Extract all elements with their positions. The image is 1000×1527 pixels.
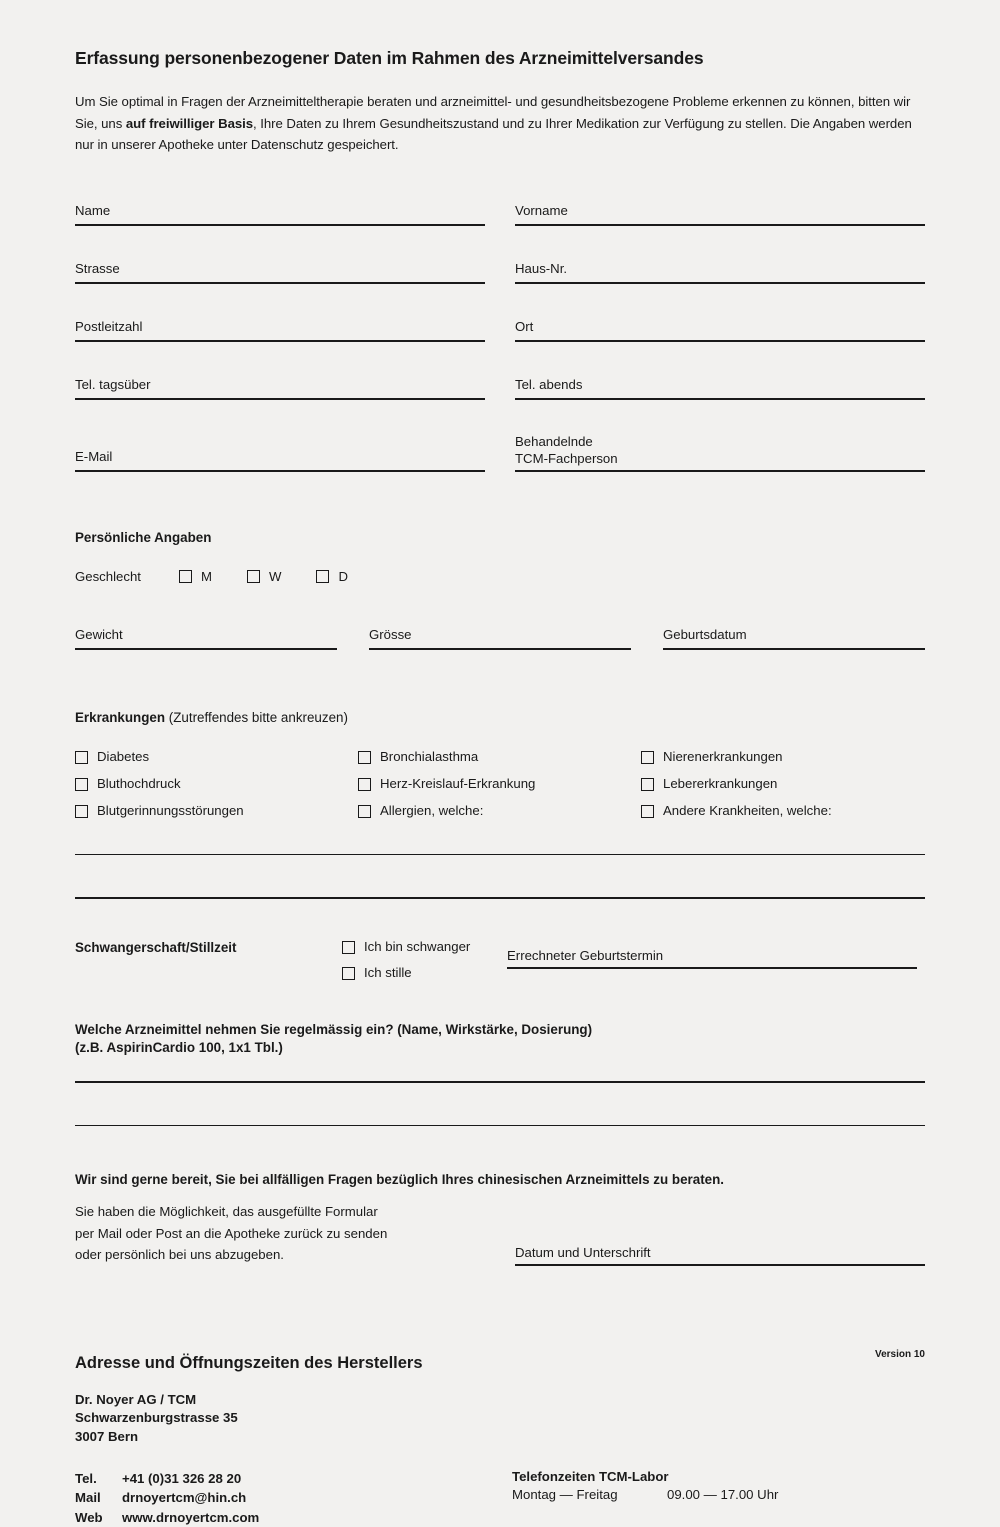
page-title: Erfassung personenbezogener Daten im Rahmen des Arzneimittelversandes — [75, 48, 704, 68]
field-datum-unterschrift-label: Datum und Unterschrift — [515, 1244, 651, 1260]
checkbox-bronchialasthma-label: Bronchialasthma — [380, 748, 479, 764]
diseases-column-2 — [358, 749, 641, 830]
phone-hours-days: Montag — Freitag — [512, 1486, 618, 1502]
field-strasse[interactable] — [75, 248, 485, 284]
field-row-plz — [75, 306, 925, 342]
intro-text-part2: , Ihre Daten zu Ihrem Gesundheitszustand und zu Ihrer Medikation zur Verfügung zu stellen. Die Angaben werden nur in unserer Apotheke unter Datenschutz gespeichert. — [75, 115, 912, 153]
field-gewicht-rule — [75, 648, 337, 650]
checkbox-andere-krankheiten-label: Andere Krankheiten, welche: — [663, 802, 832, 818]
checkbox-diabetes-label: Diabetes — [97, 748, 150, 764]
field-groesse[interactable] — [369, 614, 631, 650]
checkbox-nierenerkrankungen[interactable] — [641, 749, 924, 764]
contact-web — [75, 1508, 512, 1527]
field-ort[interactable] — [515, 306, 925, 342]
checkbox-herz-kreislauf-label: Herz-Kreislauf-Erkrankung — [380, 775, 536, 791]
field-ort-label: Ort — [515, 319, 534, 335]
intro-text-part1: Um Sie optimal in Fragen der Arzneimitteltherapie beraten und arzneimittel- und gesundheitsbezogene Probleme erkennen zu können, bitten wir Sie, uns — [75, 94, 911, 131]
checkbox-icon[interactable] — [316, 570, 329, 583]
field-gewicht-label: Gewicht — [75, 627, 123, 643]
checkbox-icon[interactable] — [358, 751, 371, 764]
address-block — [75, 1391, 925, 1447]
medication-example-text: (z.B. AspirinCardio 100, 1x1 Tbl.) — [75, 1040, 283, 1056]
checkbox-icon[interactable] — [342, 967, 355, 980]
field-email-rule — [75, 470, 485, 472]
field-strasse-rule — [75, 282, 485, 284]
field-tcm-fachperson-label — [515, 434, 618, 467]
field-row-name — [75, 190, 925, 226]
address-line-1: Dr. Noyer AG / TCM — [75, 1391, 197, 1407]
field-geburtsdatum-label: Geburtsdatum — [663, 627, 747, 643]
gender-label: Geschlecht — [75, 568, 141, 584]
checkbox-lebererkrankungen-label: Lebererkrankungen — [663, 775, 778, 791]
phone-hours-time: 09.00 — 17.00 Uhr — [667, 1486, 779, 1502]
field-vorname-rule — [515, 224, 925, 226]
field-email-label: E-Mail — [75, 449, 113, 465]
checkbox-icon[interactable] — [342, 941, 355, 954]
pregnancy-heading: Schwangerschaft/Stillzeit — [75, 939, 237, 955]
gender-option-w-label: W — [269, 568, 282, 584]
field-ort-rule — [515, 340, 925, 342]
field-email[interactable] — [75, 422, 485, 472]
checkbox-diabetes[interactable] — [75, 749, 358, 764]
field-name[interactable] — [75, 190, 485, 226]
checkbox-icon[interactable] — [179, 570, 192, 583]
section-heading-personal: Persönliche Angaben — [75, 529, 212, 545]
field-postleitzahl[interactable] — [75, 306, 485, 342]
diseases-write-in-line-2[interactable] — [75, 897, 925, 899]
contact-mail-key: Mail — [75, 1490, 101, 1506]
field-tel-tagsueber[interactable] — [75, 364, 485, 400]
checkbox-icon[interactable] — [75, 805, 88, 818]
checkbox-icon[interactable] — [641, 778, 654, 791]
checkbox-icon[interactable] — [358, 805, 371, 818]
phone-hours-line — [512, 1487, 778, 1502]
spacer — [75, 494, 925, 530]
field-name-label: Name — [75, 203, 111, 219]
pregnancy-row — [75, 939, 925, 991]
diseases-heading-bold: Erkrankungen — [75, 709, 166, 725]
field-datum-unterschrift-rule — [515, 1264, 925, 1266]
field-errechneter-geburtstermin[interactable] — [507, 939, 917, 969]
field-errechneter-geburtstermin-rule — [507, 967, 917, 969]
checkbox-blutgerinnungsstoerungen-label: Blutgerinnungsstörungen — [97, 802, 244, 818]
closing-bold-note: Wir sind gerne bereit, Sie bei allfälligen Fragen bezüglich Ihres chinesischen Arzneimittels zu beraten. — [75, 1172, 724, 1188]
field-geburtsdatum-rule — [663, 648, 925, 650]
contact-web-value[interactable]: www.drnoyertcm.com — [122, 1509, 260, 1525]
checkbox-ich-stille-label: Ich stille — [364, 964, 412, 980]
gender-option-d-label: D — [338, 568, 348, 584]
field-row-biometrics — [75, 614, 925, 650]
contact-mail — [75, 1488, 512, 1508]
checkbox-icon[interactable] — [75, 751, 88, 764]
checkbox-herz-kreislauf[interactable] — [358, 776, 641, 791]
form-content — [75, 48, 925, 1527]
contact-row — [75, 1469, 925, 1527]
checkbox-bluthochdruck-label: Bluthochdruck — [97, 775, 181, 791]
field-geburtsdatum[interactable] — [663, 614, 925, 650]
phone-hours — [512, 1469, 778, 1527]
gender-option-w[interactable] — [247, 569, 281, 584]
field-tel-tagsueber-rule — [75, 398, 485, 400]
field-tcm-fachperson-rule — [515, 470, 925, 472]
field-vorname[interactable] — [515, 190, 925, 226]
address-heading: Adresse und Öffnungszeiten des Herstellers — [75, 1353, 423, 1372]
field-row-telefon — [75, 364, 925, 400]
field-row-email — [75, 422, 925, 472]
contact-tel-value: +41 (0)31 326 28 20 — [122, 1470, 242, 1486]
field-tel-abends-label: Tel. abends — [515, 377, 583, 393]
field-strasse-label: Strasse — [75, 261, 120, 277]
pregnancy-options — [342, 939, 507, 991]
field-groesse-rule — [369, 648, 631, 650]
field-row-strasse — [75, 248, 925, 284]
checkbox-ich-stille[interactable] — [342, 965, 507, 980]
contact-tel — [75, 1469, 512, 1489]
checkbox-icon[interactable] — [641, 805, 654, 818]
closing-text-line2: per Mail oder Post an die Apotheke zurück zu senden — [75, 1225, 388, 1241]
gender-option-m-label: M — [201, 568, 212, 584]
medication-write-in-line-2[interactable] — [75, 1125, 925, 1127]
phone-hours-heading: Telefonzeiten TCM-Labor — [512, 1468, 669, 1484]
field-postleitzahl-rule — [75, 340, 485, 342]
contact-mail-value[interactable]: drnoyertcm@hin.ch — [122, 1490, 247, 1506]
field-name-rule — [75, 224, 485, 226]
medication-question — [75, 1021, 925, 1057]
field-tcm-fachperson-label-line1: Behandelnde — [515, 434, 593, 450]
diseases-heading-light: (Zutreffendes bitte ankreuzen) — [168, 709, 348, 725]
checkbox-icon[interactable] — [75, 778, 88, 791]
gender-row — [75, 569, 925, 584]
field-hausnr-rule — [515, 282, 925, 284]
checkbox-lebererkrankungen[interactable] — [641, 776, 924, 791]
intro-paragraph — [75, 91, 925, 156]
diseases-checkbox-grid — [75, 749, 925, 830]
field-tel-tagsueber-label: Tel. tagsüber — [75, 377, 151, 393]
diseases-column-3 — [641, 749, 924, 830]
spacer — [75, 686, 925, 710]
contact-tel-key: Tel. — [75, 1470, 97, 1486]
field-vorname-label: Vorname — [515, 203, 568, 219]
checkbox-blutgerinnungsstoerungen[interactable] — [75, 803, 358, 818]
contact-list — [75, 1469, 512, 1527]
checkbox-allergien[interactable] — [358, 803, 641, 818]
field-hausnr[interactable] — [515, 248, 925, 284]
closing-text — [75, 1201, 495, 1265]
checkbox-icon[interactable] — [247, 570, 260, 583]
spacer — [75, 650, 925, 686]
closing-text-line3: oder persönlich bei uns abzugeben. — [75, 1247, 284, 1263]
field-tcm-fachperson-label-line2: TCM-Fachperson — [515, 450, 618, 466]
checkbox-ich-bin-schwanger-label: Ich bin schwanger — [364, 938, 471, 954]
diseases-write-in-line-1[interactable] — [75, 854, 925, 856]
closing-row — [75, 1201, 925, 1265]
medication-write-in-line-1[interactable] — [75, 1081, 925, 1083]
field-groesse-label: Grösse — [369, 627, 412, 643]
checkbox-allergien-label: Allergien, welche: — [380, 802, 484, 818]
field-tcm-fachperson[interactable] — [515, 422, 925, 472]
address-line-3: 3007 Bern — [75, 1429, 139, 1445]
checkbox-nierenerkrankungen-label: Nierenerkrankungen — [663, 748, 783, 764]
version-label: Version 10 — [874, 1349, 925, 1360]
field-hausnr-label: Haus-Nr. — [515, 261, 568, 277]
intro-text-bold: auf freiwilliger Basis — [125, 115, 254, 131]
section-heading-diseases — [75, 710, 925, 725]
checkbox-bronchialasthma[interactable] — [358, 749, 641, 764]
checkbox-andere-krankheiten[interactable] — [641, 803, 924, 818]
field-postleitzahl-label: Postleitzahl — [75, 319, 143, 335]
address-line-2: Schwarzenburgstrasse 35 — [75, 1410, 238, 1426]
closing-text-line1: Sie haben die Möglichkeit, das ausgefüllte Formular — [75, 1204, 378, 1220]
field-tel-abends[interactable] — [515, 364, 925, 400]
field-errechneter-geburtstermin-label: Errechneter Geburtstermin — [507, 947, 664, 963]
field-tel-abends-rule — [515, 398, 925, 400]
gender-option-m[interactable] — [179, 569, 212, 584]
contact-web-key: Web — [75, 1509, 103, 1525]
checkbox-icon[interactable] — [641, 751, 654, 764]
field-datum-unterschrift[interactable] — [515, 1236, 925, 1266]
medication-question-text: Welche Arzneimittel nehmen Sie regelmässig ein? (Name, Wirkstärke, Dosierung) — [75, 1021, 593, 1037]
field-gewicht[interactable] — [75, 614, 337, 650]
diseases-column-1 — [75, 749, 358, 830]
checkbox-ich-bin-schwanger[interactable] — [342, 939, 507, 954]
checkbox-bluthochdruck[interactable] — [75, 776, 358, 791]
checkbox-icon[interactable] — [358, 778, 371, 791]
gender-option-d[interactable] — [316, 569, 348, 584]
